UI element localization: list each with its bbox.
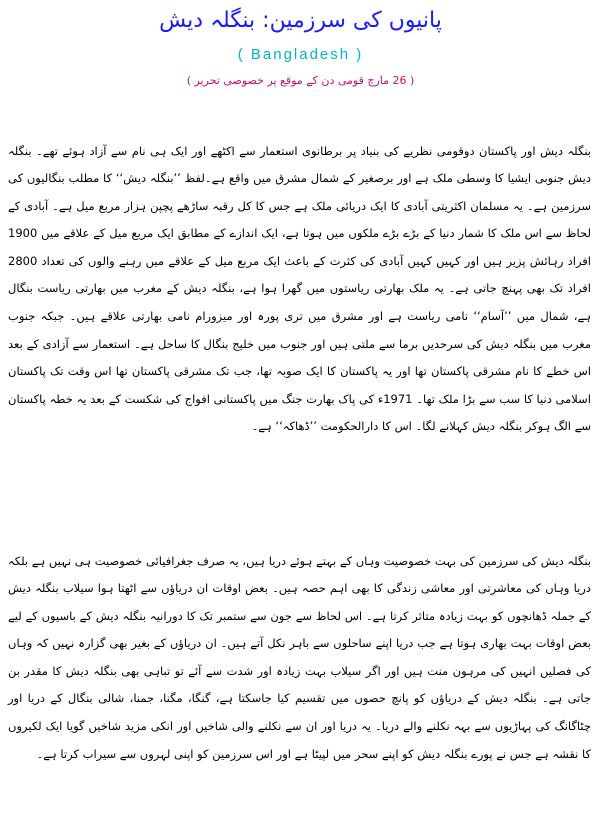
occasion-note: ( 26 مارچ قومی دن کے موقع پر خصوصی تحریر ) [186,74,415,87]
page-subtitle: ( Bangladesh ) [237,46,364,63]
page-title: پانیوں کی سرزمین: بنگلہ دیش [159,8,442,33]
body-paragraph-2: بنگلہ دیش کی سرزمین کی بہت خصوصیت وہاں کے بہتے ہوئے دریا ہیں، یہ صرف جغرافیائی خصوصیت ہی نہیں ہے بلکہ دریا وہاں کی معاشرتی اور معاشی زندگی کا بھی اہم حصہ ہیں۔ بعض اوقات ان دریاؤں سے اٹھتا ہوا سیلاب بنگلہ دیش کے جملہ ڈھانچوں کو بہت زیادہ متاثر کرتا ہے۔ اس لحاظ سے جون سے ستمبر تک کا دورانیہ بنگلہ دیش کے باسیوں کے لیے بعض اوقات بہت بھاری ہوتا ہے جب دریا اپنے ساحلوں سے باہر نکل آتے ہیں۔ ان دریاؤں کے بغیر بھی گزارہ نہیں کہ وہاں کی فصلیں انہیں کی مرہون منت ہیں اور اگر سیلاب بہت زیادہ اور شدت سے آئے تو تباہی بھی بنگلہ دیش کا مقدر بن جاتی ہے۔ بنگلہ دیش کے دریاؤں کو پانچ حصوں میں تقسیم کیا جاسکتا ہے، گنگا، مگنا، جمنا، شالی بنگال کے دریا اور چٹاگانگ کی پہاڑیوں سے بہہ نکلنے والے دریا۔ یہ دریا اور ان سے نکلنے والی شاخیں اور انکی مزید شاخیں گویا ایک لکیروں کا نقشہ ہے جس نے پورے بنگلہ دیش کو اپنے سحر میں لپیٹا ہے اور اس سرزمین کو اپنی لہروں سے سیراب کرتا ہے۔ [8,553,591,761]
body-paragraph-1: بنگلہ دیش اور پاکستان دوقومی نظریے کی بنیاد پر برطانوی استعمار سے اکٹھے اور ایک ہی نام سے آزاد ہوئے تھے۔ بنگلہ دیش جنوبی ایشیا کا وسطی ملک ہے اور برصغیر کے شمال مشرق میں واقع ہے۔لفظ ’’بنگلہ دیش‘‘ کا مطلب بنگالیوں کی سرزمین ہے۔ یہ مسلمان اکثریتی آبادی کا ایک دریائی ملک ہے جس کا کل رقبہ ساڑھے پچپن ہزار مربع میل ہے۔ آبادی کے لحاظ سے اس ملک کا شمار دنیا کے بڑے بڑے ملکوں میں ہوتا ہے، ایک اندازے کے مطابق ایک مربع میل کے علاقے میں 1900 افراد رہائش پزیر ہیں اور کہیں کہیں آبادی کی کثرت کے باعث ایک مربع میل کے علاقے میں رہنے والوں کی تعداد 2800 افراد تک بھی پہنچ جاتی ہے۔ یہ ملک بھارتی ریاستوں میں گھرا ہوا ہے، بنگلہ دیش کے مغرب میں بھارتی ریاست بنگال ہے، شمال میں ’’آسام‘‘ نامی ریاست ہے اور مشرق میں تری پورہ اور میزورام نامی بھارتی علاقے ہیں۔ جبکہ جنوب مغرب میں بنگلہ دیش کی سرحدیں برما سے ملتی ہیں اور جنوب میں خلیج بنگال کا ساحل ہے۔ استعمار سے آزادی کے بعد اس خطے کا نام مشرقی پاکستان تھا اور یہ پاکستان کا ایک صوبہ تھا، جب تک مشرقی پاکستان تھا اس وقت تک پاکستان اسلامی دنیا کا سب سے بڑا ملک تھا۔ 1971ء کی پاک بھارت جنگ میں پاکستانی افواج کی شکست کے بعد یہ خطہ پاکستان سے الگ ہوکر بنگلہ دیش کہلانے لگا۔ اس کا دارالحکومت ’’ڈھاکہ‘‘ ہے۔ [8,143,591,434]
